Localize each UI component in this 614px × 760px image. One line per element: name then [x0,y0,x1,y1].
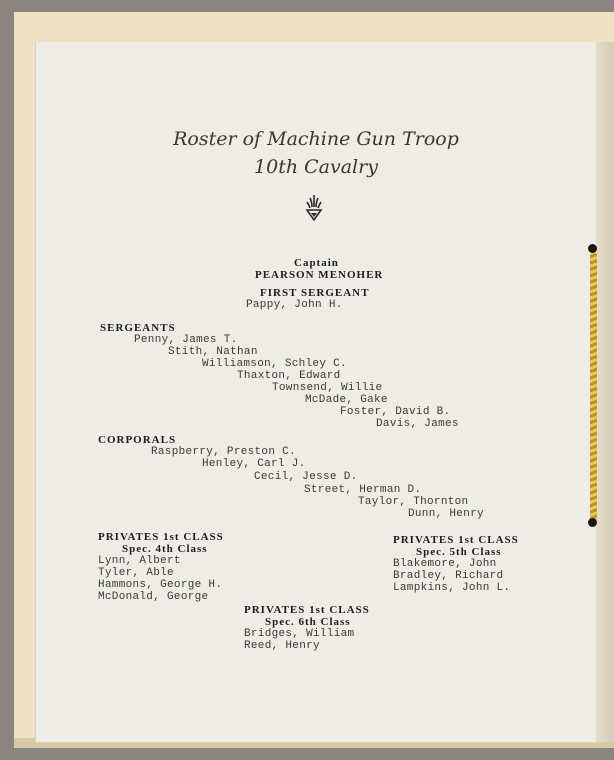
first-sergeant-heading: FIRST SERGEANT [260,287,370,299]
sergeant-name: Foster, David B. [340,406,451,418]
sergeant-name: Williamson, Schley C. [202,358,347,370]
privates-5th-heading: PRIVATES 1st CLASS [393,534,519,546]
sergeant-name: Thaxton, Edward [237,370,341,382]
private-name: Bradley, Richard [393,570,504,582]
privates-6th-subheading: Spec. 6th Class [265,616,351,628]
punch-hole-top [588,244,597,253]
sergeant-name: McDade, Gake [305,394,388,406]
corporal-name: Henley, Carl J. [202,458,306,470]
privates-4th-heading: PRIVATES 1st CLASS [98,531,224,543]
binding-cord [590,252,597,522]
corporals-heading: CORPORALS [98,434,177,446]
corporal-name: Street, Herman D. [304,484,422,496]
private-name: Tyler, Able [98,567,174,579]
roster-page [36,42,596,742]
title-line-1: Roster of Machine Gun Troop [173,128,459,150]
sergeant-name: Davis, James [376,418,459,430]
sergeant-name: Penny, James T. [134,334,238,346]
corporal-name: Raspberry, Preston C. [151,446,296,458]
corporal-name: Taylor, Thornton [358,496,469,508]
title-line-2: 10th Cavalry [254,156,378,178]
fleur-ornament-icon [304,192,324,227]
captain-name: PEARSON MENOHER [255,269,384,281]
private-name: Lynn, Albert [98,555,181,567]
sergeant-name: Stith, Nathan [168,346,258,358]
private-name: Hammons, George H. [98,579,223,591]
private-name: Lampkins, John L. [393,582,511,594]
sergeants-heading: SERGEANTS [100,322,176,334]
corporal-name: Dunn, Henry [408,508,484,520]
first-sergeant-name: Pappy, John H. [246,299,343,311]
private-name: Blakemore, John [393,558,497,570]
privates-4th-subheading: Spec. 4th Class [122,543,208,555]
privates-6th-heading: PRIVATES 1st CLASS [244,604,370,616]
punch-hole-bottom [588,518,597,527]
private-name: McDonald, George [98,591,209,603]
sergeant-name: Townsend, Willie [272,382,383,394]
page-fold-edge [596,42,614,742]
corporal-name: Cecil, Jesse D. [254,471,358,483]
privates-5th-subheading: Spec. 5th Class [416,546,502,558]
captain-heading: Captain [294,257,339,269]
private-name: Reed, Henry [244,640,320,652]
private-name: Bridges, William [244,628,355,640]
